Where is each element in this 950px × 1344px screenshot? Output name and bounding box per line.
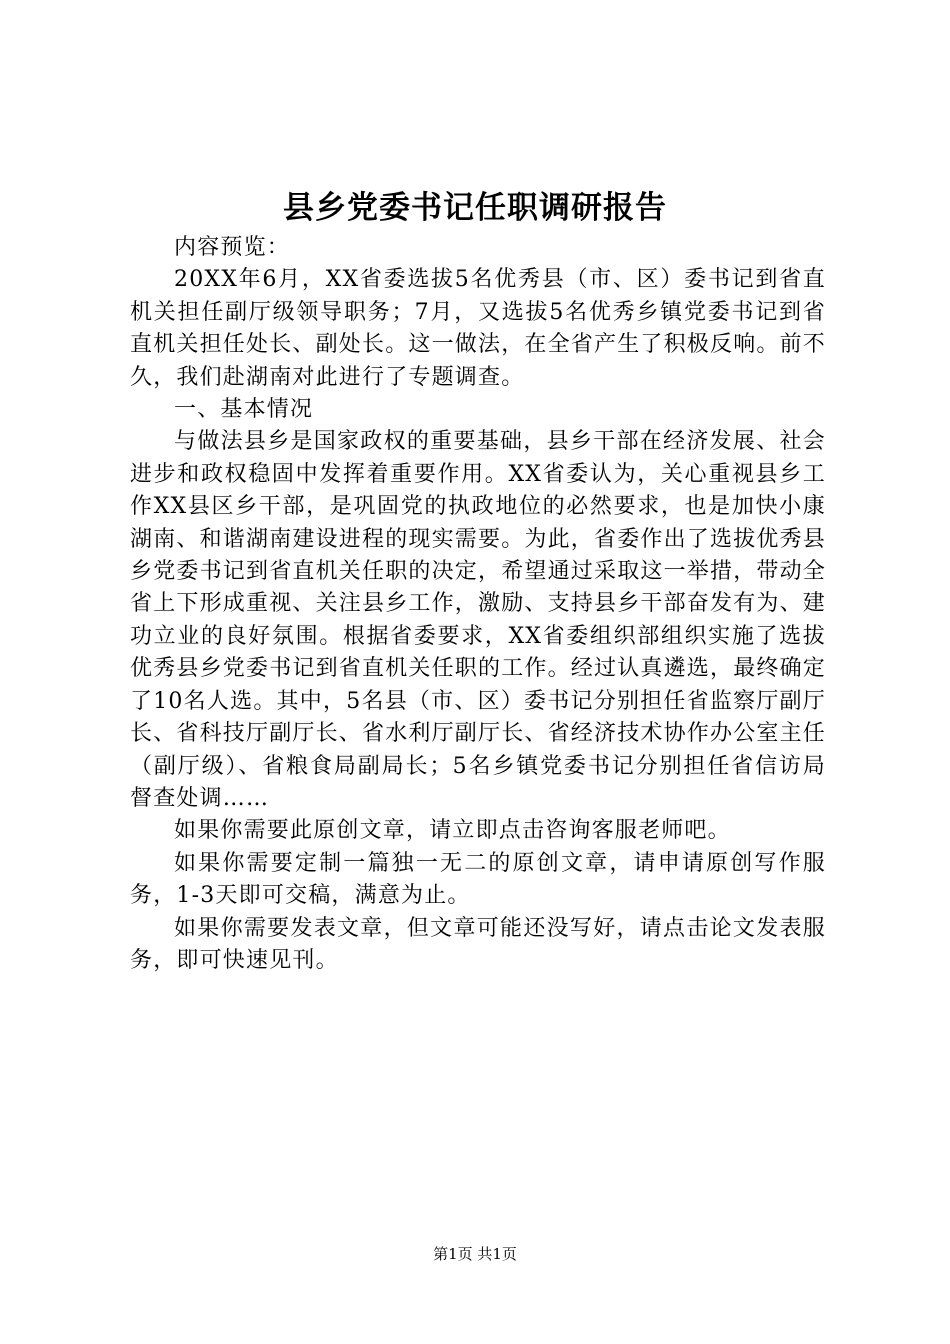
custom-writing-paragraph: 如果你需要定制一篇独一无二的原创文章，请申请原创写作服务，1-3天即可交稿，满意为止。 [130,850,826,909]
preview-label: 内容预览： [174,235,291,260]
consult-service-paragraph: 如果你需要此原创文章，请立即点击咨询客服老师吧。 [174,818,731,844]
publishing-service-paragraph: 如果你需要发表文章，但文章可能还没写好，请点击论文发表服务，即可快速见刊。 [130,915,826,973]
page-number: 第1页 共1页 [433,1245,517,1263]
document-body [130,232,826,977]
intro-paragraph: 20XX年6月，XX省委选拔5名优秀县（市、区）委书记到省直机关担任副厅级领导职务；7月，又选拔5名优秀乡镇党委书记到省直机关担任处长、副处长。这一做法，在全省产生了积极反响。前不久，我们赴湖南对此进行了专题调查。 [130,267,827,390]
document-title: 县乡党委书记任职调研报告 [283,190,667,226]
basic-situation-paragraph: 与做法县乡是国家政权的重要基础，县乡干部在经济发展、社会进步和政权稳固中发挥着重要作用。XX省委认为，关心重视县乡工作XX县区乡干部，是巩固党的执政地位的必然要求，也是加快小康湖南、和谐湖南建设进程的现实需要。为此，省委作出了选拔优秀县乡党委书记到省直机关任职的决定，希望通过采取这一举措，带动全省上下形成重视、关注县乡工作，激励、支持县乡干部奋发有为、建功立业的良好氛围。根据省委要求，XX省委组织部组织实施了选拔优秀县乡党委书记到省直机关任职的工作。经过认真遴选，最终确定了10名人选。其中，5名县（市、区）委书记分别担任省监察厅副厅长、省科技厅副厅长、省水利厅副厅长、省经济技术协作办公室主任（副厅级）、省粮食局副局长；5名乡镇党委书记分别担任省信访局督查处调…… [130,429,827,811]
section-heading: 一、基本情况 [174,397,314,423]
